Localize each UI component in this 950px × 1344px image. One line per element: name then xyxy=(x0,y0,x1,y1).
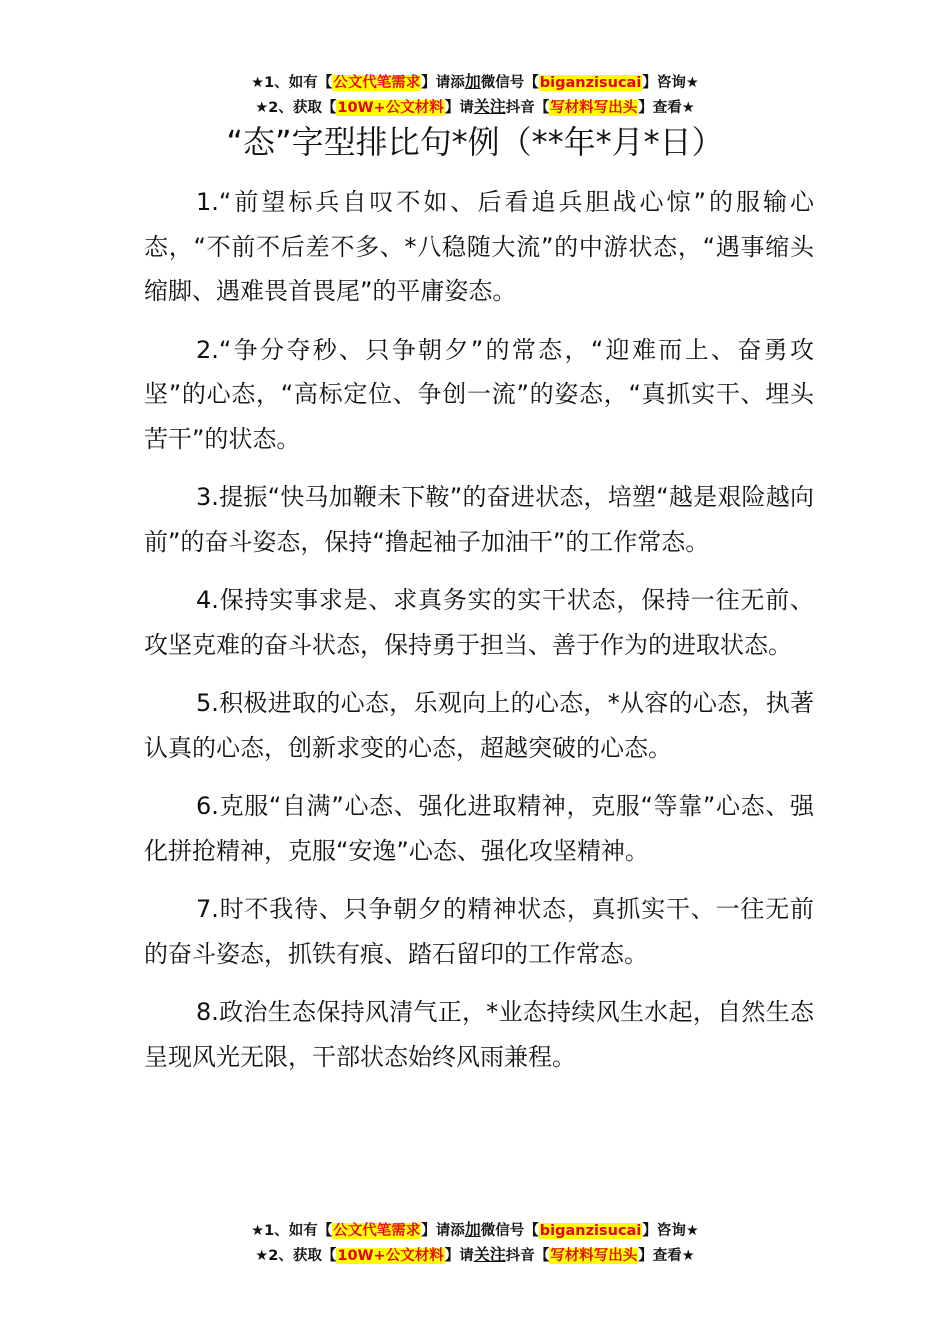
promo-text: ★1、如有【 xyxy=(251,75,333,91)
promo-line-2 xyxy=(0,95,950,120)
promo-highlight: 10W+公文材料 xyxy=(337,1248,444,1264)
promo-highlight: 10W+公文材料 xyxy=(337,100,444,116)
promo-footer xyxy=(0,1218,950,1268)
promo-text: 微信号【 xyxy=(480,75,539,91)
promo-text: 关注 xyxy=(473,1245,506,1264)
promo-text: 加 xyxy=(464,72,481,91)
promo-line-2 xyxy=(0,1243,950,1268)
promo-text: ★1、如有【 xyxy=(251,1223,333,1239)
paragraph: 7.时不我待、只争朝夕的精神状态，真抓实干、一往无前的奋斗姿态，抓铁有痕、踏石留印的工作常态。 xyxy=(144,895,814,968)
promo-text: 加 xyxy=(464,1220,481,1239)
promo-text: 】请 xyxy=(444,1248,474,1264)
paragraph: 3.提振“快马加鞭未下鞍”的奋进状态，培塑“越是艰险越向前”的奋斗姿态，保持“撸起袖子加油干”的工作常态。 xyxy=(144,483,814,556)
promo-line-1 xyxy=(0,70,950,95)
promo-douyin-id: 写材料写出头 xyxy=(550,100,638,116)
document-title: “态”字型排比句*例（**年*月*日） xyxy=(226,123,724,161)
paragraph: 4.保持实事求是、求真务实的实干状态，保持一往无前、攻坚克难的奋斗状态，保持勇于担当、善于作为的进取状态。 xyxy=(144,586,814,659)
promo-text: 抖音【 xyxy=(505,100,550,116)
promo-wechat-id: biganzisucai xyxy=(539,1223,642,1239)
promo-highlight: 公文代笔需求 xyxy=(333,1223,421,1239)
paragraph: 1.“前望标兵自叹不如、后看追兵胆战心惊”的服输心态，“不前不后差不多、*八稳随大流”的中游状态，“遇事缩头缩脚、遇难畏首畏尾”的平庸姿态。 xyxy=(144,188,814,305)
promo-line-1 xyxy=(0,1218,950,1243)
promo-wechat-id: biganzisucai xyxy=(539,75,642,91)
paragraph: 8.政治生态保持风清气正，*业态持续风生水起，自然生态呈现风光无限，干部状态始终风雨兼程。 xyxy=(144,998,814,1071)
promo-text: 】咨询★ xyxy=(642,1223,699,1239)
promo-text: 】请添 xyxy=(421,75,465,91)
promo-text: 】请添 xyxy=(421,1223,465,1239)
promo-text: 】查看★ xyxy=(638,100,695,116)
promo-text: 抖音【 xyxy=(505,1248,550,1264)
paragraph: 2.“争分夺秒、只争朝夕”的常态，“迎难而上、奋勇攻坚”的心态，“高标定位、争创一流”的姿态，“真抓实干、埋头苦干”的状态。 xyxy=(144,335,814,453)
promo-douyin-id: 写材料写出头 xyxy=(550,1248,638,1264)
promo-text: 关注 xyxy=(473,97,506,116)
paragraph: 6.克服“自满”心态、强化进取精神，克服“等靠”心态、强化拼抢精神，克服“安逸”心态、强化攻坚精神。 xyxy=(144,792,814,865)
promo-text: 】请 xyxy=(444,100,474,116)
document-body xyxy=(144,180,814,1093)
promo-header xyxy=(0,70,950,120)
promo-highlight: 公文代笔需求 xyxy=(333,75,421,91)
paragraph: 5.积极进取的心态，乐观向上的心态，*从容的心态，执著认真的心态，创新求变的心态，超越突破的心态。 xyxy=(144,689,814,762)
promo-text: 微信号【 xyxy=(480,1223,539,1239)
promo-text: 】咨询★ xyxy=(642,75,699,91)
promo-text: ★2、获取【 xyxy=(255,100,337,116)
promo-text: 】查看★ xyxy=(638,1248,695,1264)
promo-text: ★2、获取【 xyxy=(255,1248,337,1264)
